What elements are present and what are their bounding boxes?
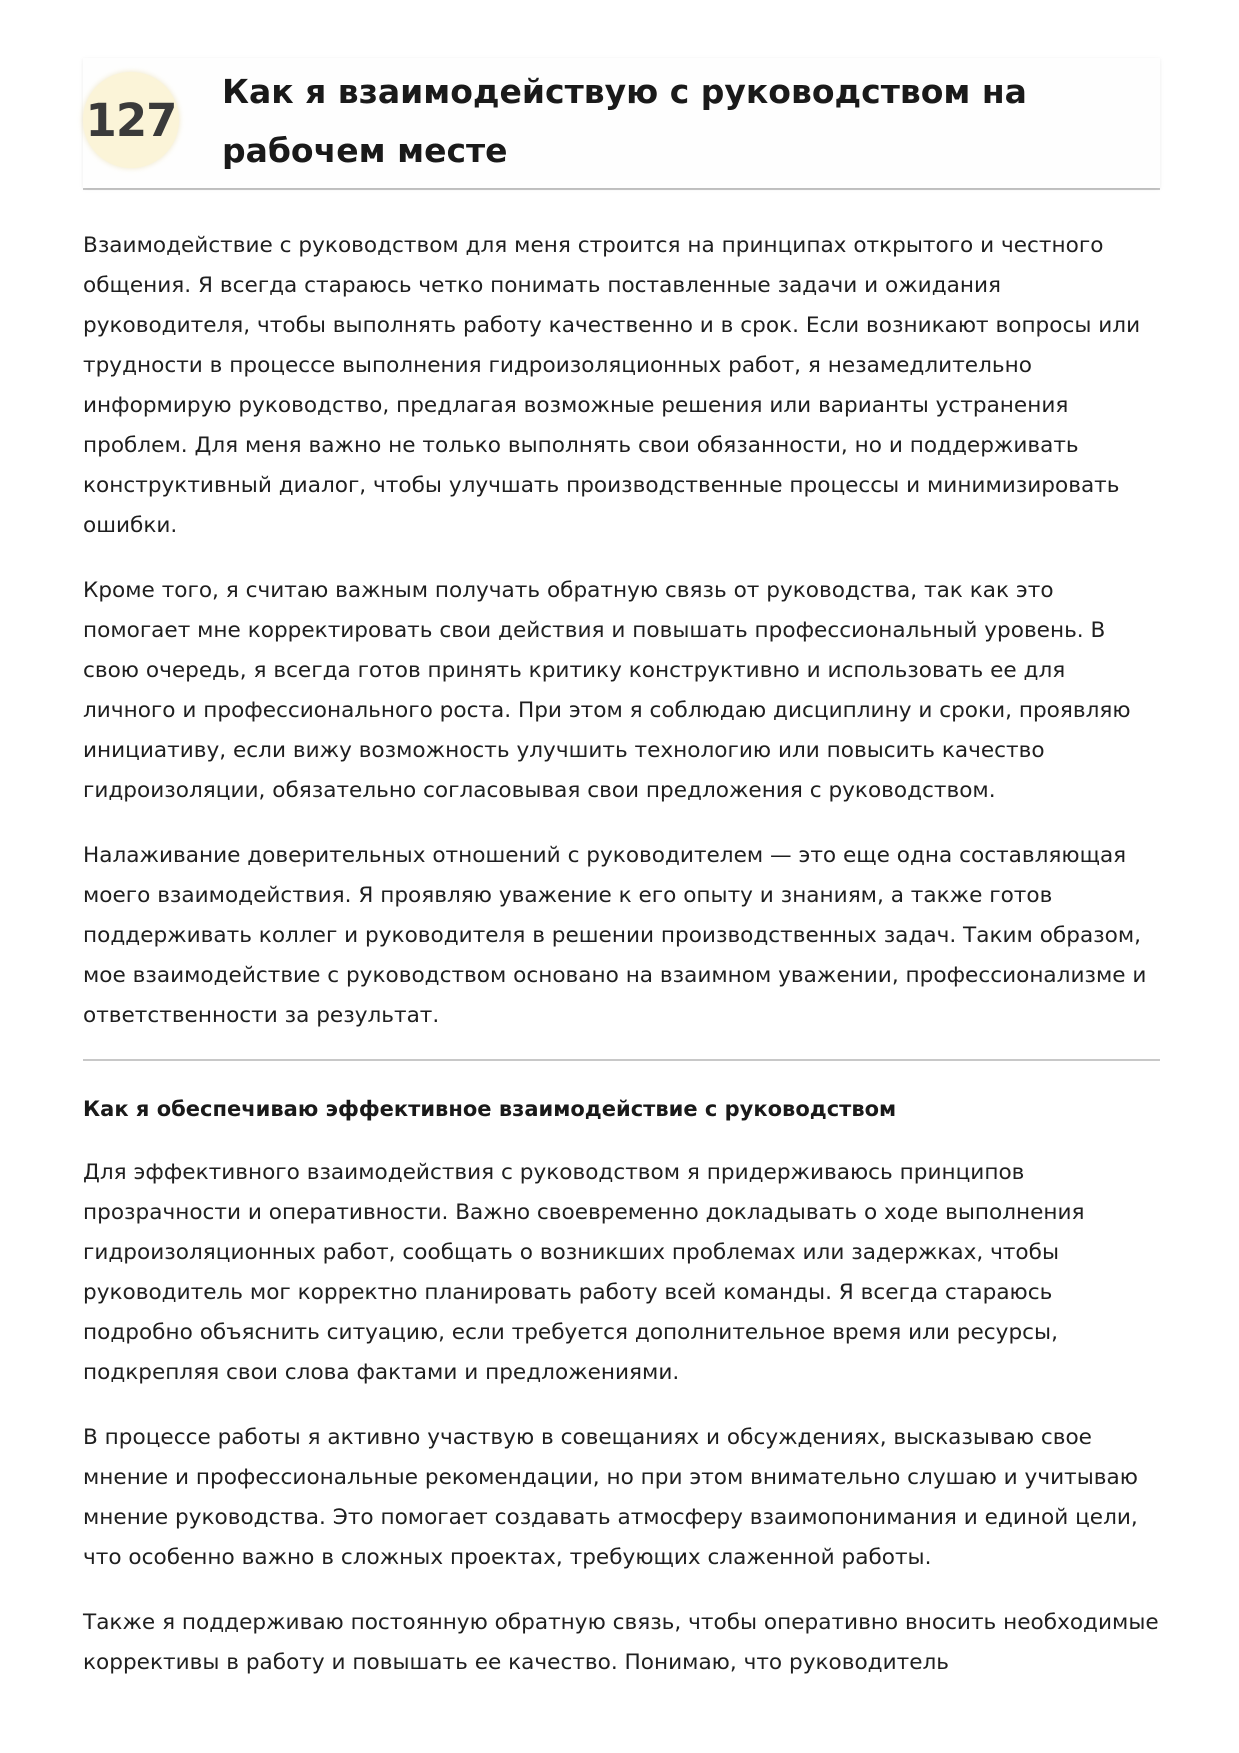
paragraph: В процессе работы я активно участвую в совещаниях и обсуждениях, высказываю свое мнение и профессиональные рекомендации, но при этом внимательно слушаю и учитываю мнение руководства. Это помогает создавать атмосферу взаимопонимания и единой цели, что особенно важно в сложных проектах, требующих слаженной работы. xyxy=(83,1425,1138,1570)
chapter-title: Как я взаимодействую с руководством на рабочем месте xyxy=(222,72,1027,170)
paragraph: Кроме того, я считаю важным получать обратную связь от руководства, так как это помогает мне корректировать свои действия и повышать профессиональный уровень. В свою очередь, я всегда готов принять критику конструктивно и использовать ее для личного и профессионального роста. При этом я соблюдаю дисциплину и сроки, проявляю инициативу, если вижу возможность улучшить технологию или повысить качество гидроизоляции, обязательно согласовывая свои предложения с руководством. xyxy=(83,578,1131,803)
section-2 xyxy=(83,1089,1160,1683)
paragraph: Также я поддерживаю постоянную обратную связь, чтобы оперативно вносить необходимые коррективы в работу и повышать ее качество. Понимаю, что руководитель xyxy=(83,1610,1159,1675)
section-1 xyxy=(83,226,1160,1036)
chapter-number-badge: 127 xyxy=(83,72,179,168)
header-divider xyxy=(83,188,1160,190)
paragraph: Для эффективного взаимодействия с руководством я придерживаюсь принципов прозрачности и оперативности. Важно своевременно докладывать о ходе выполнения гидроизоляционных работ, сообщать о возникших проблемах или задержках, чтобы руководитель мог корректно планировать работу всей команды. Я всегда стараюсь подробно объяснить ситуацию, если требуется дополнительное время или ресурсы, подкрепляя свои слова фактами и предложениями. xyxy=(83,1160,1085,1385)
paragraph: Взаимодействие с руководством для меня строится на принципах открытого и честного общения. Я всегда стараюсь четко понимать поставленные задачи и ожидания руководителя, чтобы выполнять работу качественно и в срок. Если возникают вопросы или трудности в процессе выполнения гидроизоляционных работ, я незамедлительно информирую руководство, предлагая возможные решения или варианты устранения проблем. Для меня важно не только выполнять свои обязанности, но и поддерживать конструктивный диалог, чтобы улучшать производственные процессы и минимизировать ошибки. xyxy=(83,233,1141,538)
section-heading: Как я обеспечиваю эффективное взаимодействие с руководством xyxy=(83,1097,897,1121)
section-divider xyxy=(83,1059,1160,1061)
chapter-header xyxy=(83,58,1160,188)
paragraph: Налаживание доверительных отношений с руководителем — это еще одна составляющая моего взаимодействия. Я проявляю уважение к его опыту и знаниям, а также готов поддерживать коллег и руководителя в решении производственных задач. Таким образом, мое взаимодействие с руководством основано на взаимном уважении, профессионализме и ответственности за результат. xyxy=(83,843,1147,1028)
document-page xyxy=(83,58,1160,1683)
